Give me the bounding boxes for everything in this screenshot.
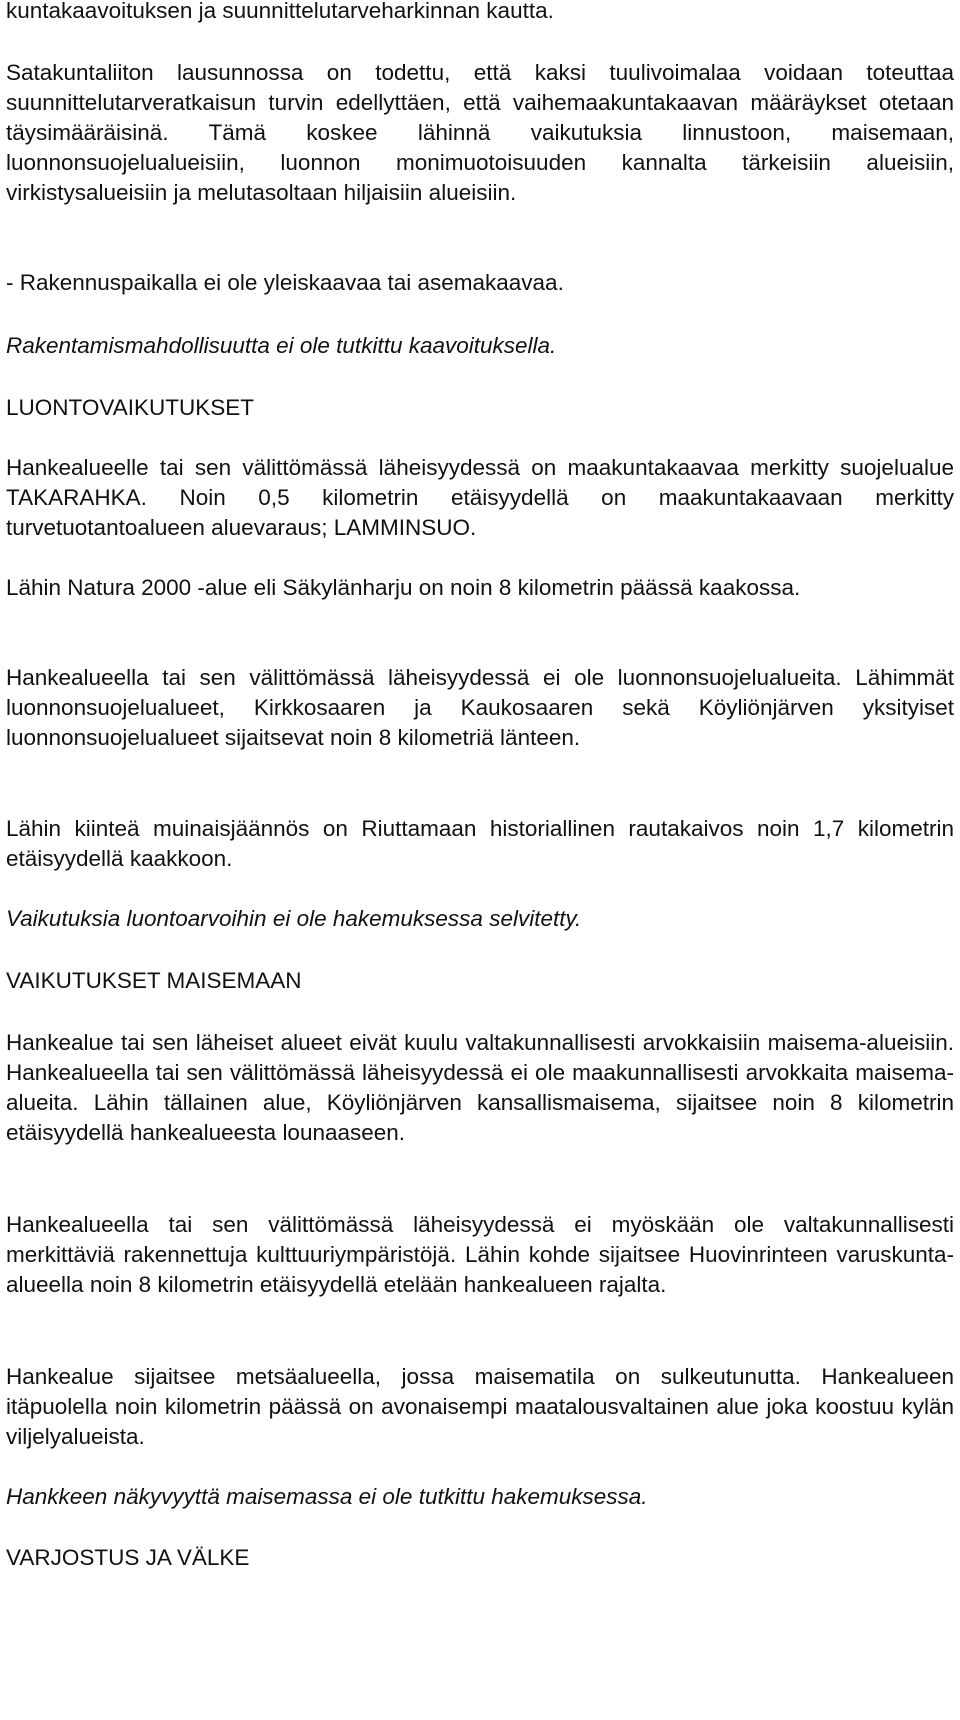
paragraph-natura: Lähin Natura 2000 -alue eli Säkylänharju on noin 8 kilometrin päässä kaakossa. — [6, 575, 801, 600]
paragraph-maisema-1: Hankealue tai sen läheiset alueet eivät kuulu valtakunnallisesti arvokkaisiin maisema-alueisiin. Hankealueella tai sen välittömässä läheisyydessä ei ole maakunnallisesti arvokkaita maisema-alueita. Lähin tällainen alue, Köyliönjärven kansallismaisema, sijaitsee noin 8 kilometrin etäisyydellä hankealueesta lounaaseen. — [6, 1030, 954, 1145]
paragraph-maisema-2: Hankealueella tai sen välittömässä läheisyydessä ei myöskään ole valtakunnallisesti merkittäviä rakennettuja kulttuuriympäristöjä. Lähin kohde sijaitsee Huovinrinteen varuskunta-alueella noin 8 kilometrin etäisyydellä etelään hankealueen rajalta. — [6, 1212, 954, 1297]
paragraph-satakuntaliitto: Satakuntaliiton lausunnossa on todettu, että kaksi tuulivoimalaa voidaan toteuttaa suunnittelutarveratkaisun turvin edellyttäen, että vaihemaakuntakaavan määräykset otetaan täysimääräisinä. Tämä koskee lähinnä vaikutuksia linnustoon, maisemaan, luonnonsuojelualueisiin, luonnon monimuotoisuuden kannalta tärkeisiin alueisiin, virkistysalueisiin ja melutasoltaan hiljaisiin alueisiin. — [6, 60, 954, 205]
paragraph-maisema-3: Hankealue sijaitsee metsäalueella, jossa maisematila on sulkeutunutta. Hankealueen itäpuolella noin kilometrin päässä on avonaisempi maatalousvaltainen alue joka koostuu kylän viljelyalueista. — [6, 1364, 954, 1449]
heading-luontovaikutukset: LUONTOVAIKUTUKSET — [6, 395, 254, 420]
heading-varjostus: VARJOSTUS JA VÄLKE — [6, 1545, 250, 1570]
note-rakentamismahdollisuus: Rakentamismahdollisuutta ei ole tutkittu kaavoituksella. — [6, 333, 557, 358]
note-luontoarvot: Vaikutuksia luontoarvoihin ei ole hakemuksessa selvitetty. — [6, 906, 582, 931]
paragraph-muinaisjaannos: Lähin kiinteä muinaisjäännös on Riuttamaan historiallinen rautakaivos noin 1,7 kilometrin etäisyydellä kaakkoon. — [6, 816, 954, 871]
paragraph-luonnonsuojelu: Hankealueella tai sen välittömässä läheisyydessä ei ole luonnonsuojelualueita. Lähimmät luonnonsuojelualueet, Kirkkosaaren ja Kaukosaaren sekä Köyliönjärven yksityiset luonnonsuojelualueet sijaitsevat noin 8 kilometriä länteen. — [6, 665, 954, 750]
bullet-rakennuspaikka: - Rakennuspaikalla ei ole yleiskaavaa tai asemakaavaa. — [6, 270, 564, 295]
paragraph-continuation: kuntakaavoituksen ja suunnittelutarveharkinnan kautta. — [6, 0, 554, 23]
heading-maisema: VAIKUTUKSET MAISEMAAN — [6, 968, 302, 993]
note-nakyvyys: Hankkeen näkyvyyttä maisemassa ei ole tutkittu hakemuksessa. — [6, 1484, 648, 1509]
paragraph-takarahka: Hankealueelle tai sen välittömässä läheisyydessä on maakuntakaavaa merkitty suojelualue TAKARAHKA. Noin 0,5 kilometrin etäisyydellä on maakuntakaavaan merkitty turvetuotantoalueen aluevaraus; LAMMINSUO. — [6, 455, 954, 540]
